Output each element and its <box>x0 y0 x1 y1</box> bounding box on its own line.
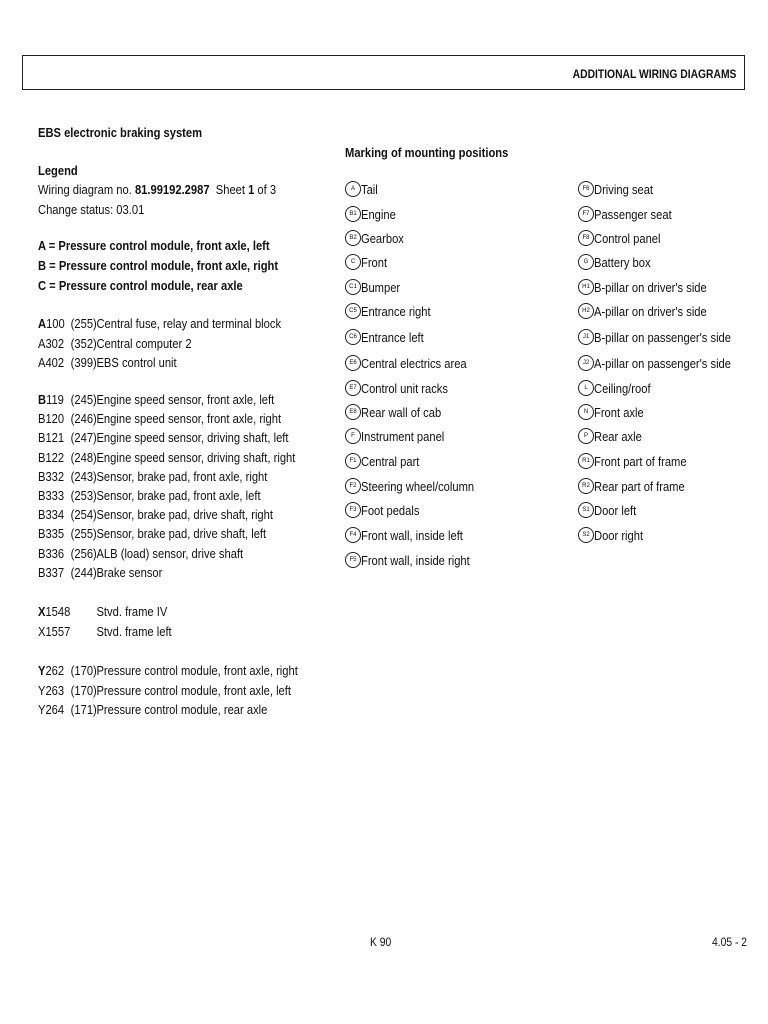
legend-row <box>38 353 199 372</box>
component-description: Engine speed sensor, front axle, right <box>96 411 282 427</box>
position-label: Driving seat <box>594 182 654 197</box>
position-label: Engine <box>361 207 396 222</box>
position-symbol-icon: F5 <box>345 552 361 568</box>
footer-page-number: 4.05 - 2 <box>712 935 748 949</box>
sheet-of: of 3 <box>254 182 277 197</box>
module-definition: A = Pressure control module, front axle, left <box>38 238 270 253</box>
position-label: Control unit racks <box>361 381 448 396</box>
position-label: B-pillar on driver's side <box>594 280 707 295</box>
position-symbol-icon: A <box>345 181 361 197</box>
reference-number: (244) <box>70 564 97 580</box>
position-symbol-icon: F8 <box>578 230 594 246</box>
position-label: Front part of frame <box>594 454 687 469</box>
code-number: B336 <box>38 545 65 561</box>
reference-number: (248) <box>70 449 97 465</box>
code-number: X1557 <box>38 624 71 639</box>
code-prefix: A <box>38 316 47 331</box>
position-label: Door left <box>594 503 637 518</box>
component-description: Sensor, brake pad, front axle, left <box>96 488 261 503</box>
legend-row <box>38 563 183 582</box>
reference-number: (254) <box>70 507 97 523</box>
reference-number: (247) <box>70 430 97 446</box>
position-label: Front axle <box>594 405 644 420</box>
position-label: Rear axle <box>594 429 642 444</box>
component-code <box>38 428 71 447</box>
code-number: B334 <box>38 507 65 523</box>
legend-row <box>38 544 277 563</box>
position-label: Control panel <box>594 231 661 246</box>
position-label: B-pillar on passenger's side <box>594 330 731 345</box>
component-description: Engine speed sensor, driving shaft, left <box>96 430 289 446</box>
legend-row <box>38 428 329 447</box>
position-symbol-icon: E8 <box>345 404 361 420</box>
component-description: Central computer 2 <box>96 335 192 351</box>
reference-number: (352) <box>70 335 97 351</box>
reference-number: (255) <box>70 316 97 331</box>
position-symbol-icon: S2 <box>578 527 594 543</box>
position-label: Front <box>361 255 388 270</box>
component-code <box>38 700 71 719</box>
reference-number: (255) <box>70 526 97 542</box>
position-symbol-icon: C <box>345 254 361 270</box>
position-symbol-icon: F6 <box>578 181 594 197</box>
position-label: Gearbox <box>361 231 404 246</box>
code-number: 100 <box>46 316 65 331</box>
footer-page-code: K 90 <box>370 935 392 949</box>
position-symbol-icon: F4 <box>345 527 361 543</box>
component-description: Engine speed sensor, front axle, left <box>96 392 275 407</box>
component-description: EBS control unit <box>96 355 177 370</box>
module-definition: B = Pressure control module, front axle, right <box>38 258 279 273</box>
component-description: ALB (load) sensor, drive shaft <box>96 545 244 561</box>
component-description: Sensor, brake pad, drive shaft, right <box>96 507 273 523</box>
position-symbol-icon: H2 <box>578 303 594 319</box>
legend-row <box>38 524 303 543</box>
component-code <box>38 334 71 353</box>
position-label: Bumper <box>361 280 401 295</box>
code-number: B337 <box>38 564 65 580</box>
position-label: Door right <box>594 528 644 543</box>
reference-number: (246) <box>70 411 97 427</box>
component-description: Stvd. frame left <box>96 624 172 639</box>
position-symbol-icon: N <box>578 404 594 420</box>
position-symbol-icon: E7 <box>345 380 361 396</box>
page-header <box>22 55 745 90</box>
position-symbol-icon: G <box>578 254 594 270</box>
reference-number: (170) <box>70 682 97 698</box>
position-symbol-icon: H1 <box>578 279 594 295</box>
component-description: Pressure control module, front axle, right <box>96 663 298 678</box>
position-symbol-icon: R2 <box>578 478 594 494</box>
position-symbol-icon: C6 <box>345 329 361 345</box>
mounting-heading: Marking of mounting positions <box>345 145 509 160</box>
component-description: Stvd. frame IV <box>96 604 168 619</box>
code-prefix: Y <box>38 663 46 678</box>
code-prefix: X <box>38 604 46 619</box>
component-code <box>38 314 71 333</box>
component-code <box>38 505 71 524</box>
component-code <box>38 409 71 428</box>
component-code <box>38 353 71 372</box>
position-label: Entrance right <box>361 304 431 319</box>
legend-row <box>38 334 217 353</box>
position-symbol-icon: F3 <box>345 502 361 518</box>
legend-row <box>38 505 311 524</box>
legend-row <box>38 467 305 486</box>
code-number: Y263 <box>38 682 65 698</box>
code-number: B335 <box>38 526 65 542</box>
legend-row <box>38 700 305 719</box>
component-description: Engine speed sensor, driving shaft, right <box>96 449 296 465</box>
legend-row <box>38 661 340 680</box>
code-number: B120 <box>38 411 65 427</box>
position-label: Instrument panel <box>361 429 445 444</box>
position-symbol-icon: F <box>345 428 361 444</box>
module-definition: C = Pressure control module, rear axle <box>38 278 243 293</box>
legend-heading: Legend <box>38 163 78 178</box>
component-description: Pressure control module, front axle, left <box>96 682 291 698</box>
code-number: B121 <box>38 430 65 446</box>
legend-row <box>38 314 321 333</box>
code-number: A302 <box>38 335 65 351</box>
change-status: Change status: 03.01 <box>38 202 145 217</box>
legend-row <box>38 390 313 409</box>
component-code <box>38 622 71 641</box>
position-label: A-pillar on driver's side <box>594 304 707 319</box>
code-number: 262 <box>45 663 65 678</box>
position-symbol-icon: C1 <box>345 279 361 295</box>
reference-number: (253) <box>70 488 97 503</box>
code-prefix: B <box>38 392 47 407</box>
position-label: A-pillar on passenger's side <box>594 356 731 371</box>
position-symbol-icon: J2 <box>578 355 594 371</box>
position-symbol-icon: S1 <box>578 502 594 518</box>
position-symbol-icon: C5 <box>345 303 361 319</box>
legend-row <box>38 602 188 621</box>
component-code <box>38 524 71 543</box>
code-number: B332 <box>38 468 65 484</box>
position-symbol-icon: P <box>578 428 594 444</box>
legend-row <box>38 409 321 428</box>
position-label: Passenger seat <box>594 207 672 222</box>
code-number: A402 <box>38 355 65 370</box>
component-code <box>38 486 71 505</box>
position-symbol-icon: B2 <box>345 230 361 246</box>
position-symbol-icon: F2 <box>345 478 361 494</box>
position-label: Front wall, inside right <box>361 553 470 568</box>
position-symbol-icon: F7 <box>578 206 594 222</box>
component-description: Pressure control module, rear axle <box>96 702 268 717</box>
position-label: Battery box <box>594 255 651 270</box>
component-description: Brake sensor <box>96 564 163 580</box>
position-symbol-icon: E6 <box>345 355 361 371</box>
legend-row <box>38 448 337 467</box>
reference-number: (243) <box>70 468 97 484</box>
code-number: B333 <box>38 488 65 503</box>
reference-number: (171) <box>70 702 97 717</box>
wiring-number: 81.99192.2987 <box>134 182 210 197</box>
component-code <box>38 661 71 680</box>
code-number: Y264 <box>38 702 65 717</box>
sheet-label: Sheet <box>209 182 249 197</box>
legend-row <box>38 622 193 641</box>
reference-number: (256) <box>70 545 97 561</box>
position-label: Central part <box>361 454 420 469</box>
reference-number: (245) <box>70 392 97 407</box>
code-number: B122 <box>38 449 65 465</box>
position-symbol-icon: R1 <box>578 453 594 469</box>
position-label: Rear wall of cab <box>361 405 442 420</box>
component-code <box>38 563 71 582</box>
position-label: Rear part of frame <box>594 479 685 494</box>
component-description: Central fuse, relay and terminal block <box>96 316 282 331</box>
component-code <box>38 467 71 486</box>
position-symbol-icon: J1 <box>578 329 594 345</box>
position-label: Central electrics area <box>361 356 467 371</box>
code-number: 1548 <box>45 604 71 619</box>
position-label: Steering wheel/column <box>361 479 475 494</box>
position-label: Entrance left <box>361 330 424 345</box>
component-description: Sensor, brake pad, drive shaft, left <box>96 526 267 542</box>
component-code <box>38 602 71 621</box>
position-symbol-icon: L <box>578 380 594 396</box>
position-label: Ceiling/roof <box>594 381 651 396</box>
position-label: Foot pedals <box>361 503 420 518</box>
component-code <box>38 544 71 563</box>
position-label: Front wall, inside left <box>361 528 463 543</box>
position-symbol-icon: B1 <box>345 206 361 222</box>
position-label: Tail <box>361 182 378 197</box>
sheet-number: 1 <box>248 182 255 197</box>
position-symbol-icon: F1 <box>345 453 361 469</box>
component-code <box>38 681 71 700</box>
reference-number: (170) <box>70 663 97 678</box>
legend-row <box>38 681 332 700</box>
component-code <box>38 448 71 467</box>
component-code <box>38 390 71 409</box>
legend-row <box>38 486 297 505</box>
wiring-prefix: Wiring diagram no. <box>38 182 135 197</box>
system-title: EBS electronic braking system <box>38 125 203 140</box>
reference-number: (399) <box>70 355 97 370</box>
component-description: Sensor, brake pad, front axle, right <box>96 468 268 484</box>
wiring-diagram-line <box>38 181 315 198</box>
header-title: ADDITIONAL WIRING DIAGRAMS <box>572 67 736 81</box>
code-number: 119 <box>46 392 64 407</box>
